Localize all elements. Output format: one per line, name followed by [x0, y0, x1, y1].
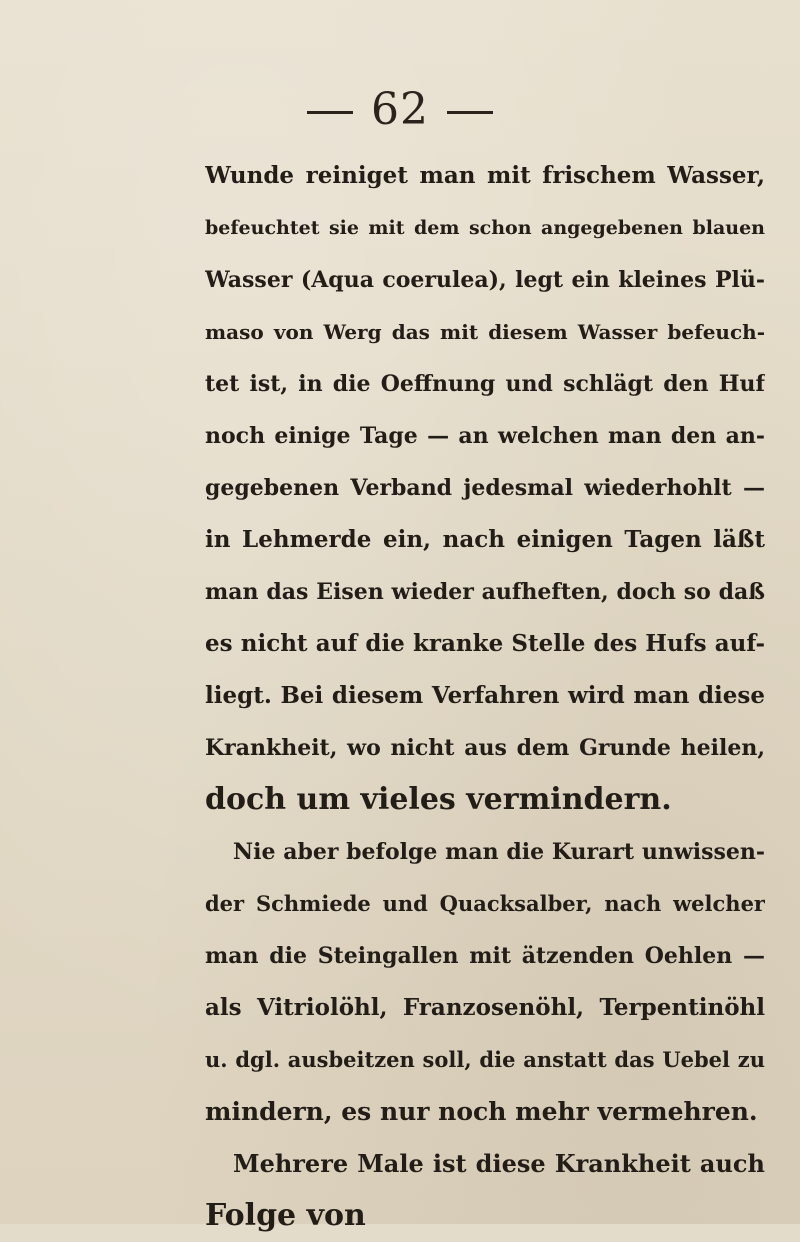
text-line: tet ist, in die Oeffnung und schlägt den Huf — [205, 371, 765, 397]
text-line: man die Steingallen mit ätzenden Oehlen — — [205, 943, 765, 969]
text-line: gegebenen Verband jedesmal wiederhohlt — — [205, 475, 765, 501]
text-line: in Lehmerde ein, nach einigen Tagen läßt — [205, 526, 765, 553]
text-line: maso von Werg das mit diesem Wasser befeuch- — [205, 320, 765, 344]
page-number: 62 — [371, 84, 429, 135]
text-line: Folge von — [205, 1198, 366, 1233]
text-line: als Vitriolöhl, Franzosenöhl, Terpentinöhl — [205, 994, 765, 1021]
page-header — [0, 84, 800, 135]
text-line: doch um vieles vermindern. — [205, 782, 672, 817]
text-line: mindern, es nur noch mehr vermehren. — [205, 1097, 758, 1126]
text-line: noch einige Tage — an welchen man den an- — [205, 423, 765, 449]
text-line: befeuchtet sie mit dem schon angegebenen blauen — [205, 217, 765, 239]
text-line: der Schmiede und Quacksalber, nach welcher — [205, 891, 765, 916]
text-line: Nie aber befolge man die Kurart unwissen- — [233, 839, 765, 865]
header-dash-right — [447, 111, 493, 114]
text-line: Wasser (Aqua coerulea), legt ein kleines Plü- — [205, 267, 765, 293]
text-line: es nicht auf die kranke Stelle des Hufs auf- — [205, 630, 765, 657]
text-line: u. dgl. ausbeitzen soll, die anstatt das Uebel zu — [205, 1047, 765, 1072]
text-line: Krankheit, wo nicht aus dem Grunde heilen, — [205, 735, 765, 761]
text-line: man das Eisen wieder aufheften, doch so daß — [205, 579, 765, 605]
text-line: Mehrere Male ist diese Krankheit auch — [233, 1149, 765, 1178]
text-line: Wunde reiniget man mit frischem Wasser, — [205, 162, 765, 189]
text-line: liegt. Bei diesem Verfahren wird man diese — [205, 682, 765, 709]
body-text — [205, 150, 765, 1242]
header-dash-left — [307, 111, 353, 114]
